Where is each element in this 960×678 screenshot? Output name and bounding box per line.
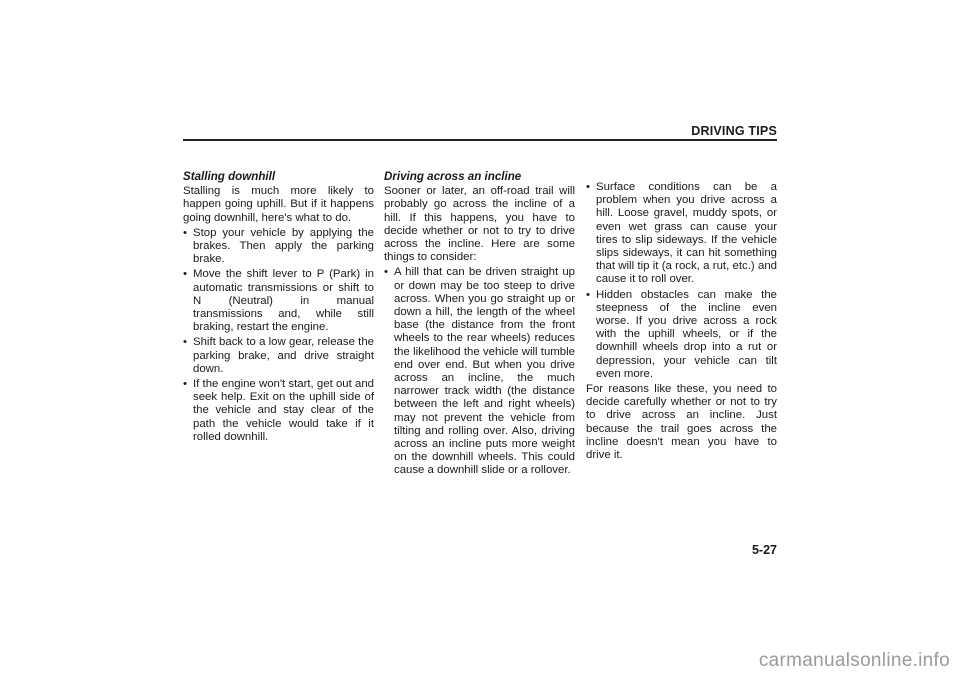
bullet-list bbox=[586, 181, 777, 381]
paragraph-intro: Stalling is much more likely to happen going uphill. But if it happens going downhill, here's what to do. bbox=[183, 185, 374, 224]
list-item: • If the engine won't start, get out and seek help. Exit on the uphill side of the vehicle and stay clear of the path the vehicle would take if it rolled downhill. bbox=[183, 378, 374, 444]
bullet-list bbox=[183, 227, 374, 444]
column-incline-continued bbox=[586, 181, 777, 464]
watermark: carmanualsonline.info bbox=[758, 650, 950, 671]
section-title: DRIVING TIPS bbox=[691, 124, 777, 138]
column-driving-across-incline bbox=[384, 170, 575, 480]
list-item: • A hill that can be driven straight up or down may be too steep to drive across. When you go straight up or down a hill, the length of the wheel base (the distance from the front wheels to the rear wheels) reduces the likelihood the vehicle will tumble end over end. But when you drive across an incline, the much narrower track width (the distance between the left and right wheels) may not prevent the vehicle from tilting and rolling over. Also, driving across an incline puts more weight on the downhill wheels. This could cause a downhill slide or a rollover. bbox=[384, 266, 575, 477]
list-item: • Shift back to a low gear, release the parking brake, and drive straight down. bbox=[183, 336, 374, 376]
page-number: 5-27 bbox=[751, 543, 777, 557]
header-divider bbox=[183, 139, 777, 141]
paragraph-intro: Sooner or later, an off-road trail will probably go across the incline of a hill. If this happens, you have to decide whether or not to try to drive across the incline. Here are some things to consider: bbox=[384, 185, 575, 264]
list-item: • Move the shift lever to P (Park) in automatic transmissions or shift to N (Neutral) in manual transmissions and, while still braking, restart the engine. bbox=[183, 268, 374, 334]
list-item: • Hidden obstacles can make the steepness of the incline even worse. If you drive across a rock with the uphill wheels, or if the downhill wheels drop into a rut or depression, your vehicle can tilt even more. bbox=[586, 289, 777, 381]
subheading-driving-across-incline: Driving across an incline bbox=[384, 170, 522, 183]
list-item: • Stop your vehicle by applying the brakes. Then apply the parking brake. bbox=[183, 227, 374, 267]
list-item: • Surface conditions can be a problem when you drive across a hill. Loose gravel, muddy spots, or even wet grass can cause your tires to slip sideways. If the vehicle slips sideways, it can hit something that will tip it (a rock, a rut, etc.) and cause it to roll over. bbox=[586, 181, 777, 287]
column-stalling-downhill bbox=[183, 170, 374, 446]
bullet-list bbox=[384, 266, 575, 477]
subheading-stalling-downhill: Stalling downhill bbox=[183, 170, 276, 183]
paragraph-closing: For reasons like these, you need to decide carefully whether or not to try to drive across an incline. Just because the trail goes across the incline doesn't mean you have to drive it. bbox=[586, 383, 777, 462]
